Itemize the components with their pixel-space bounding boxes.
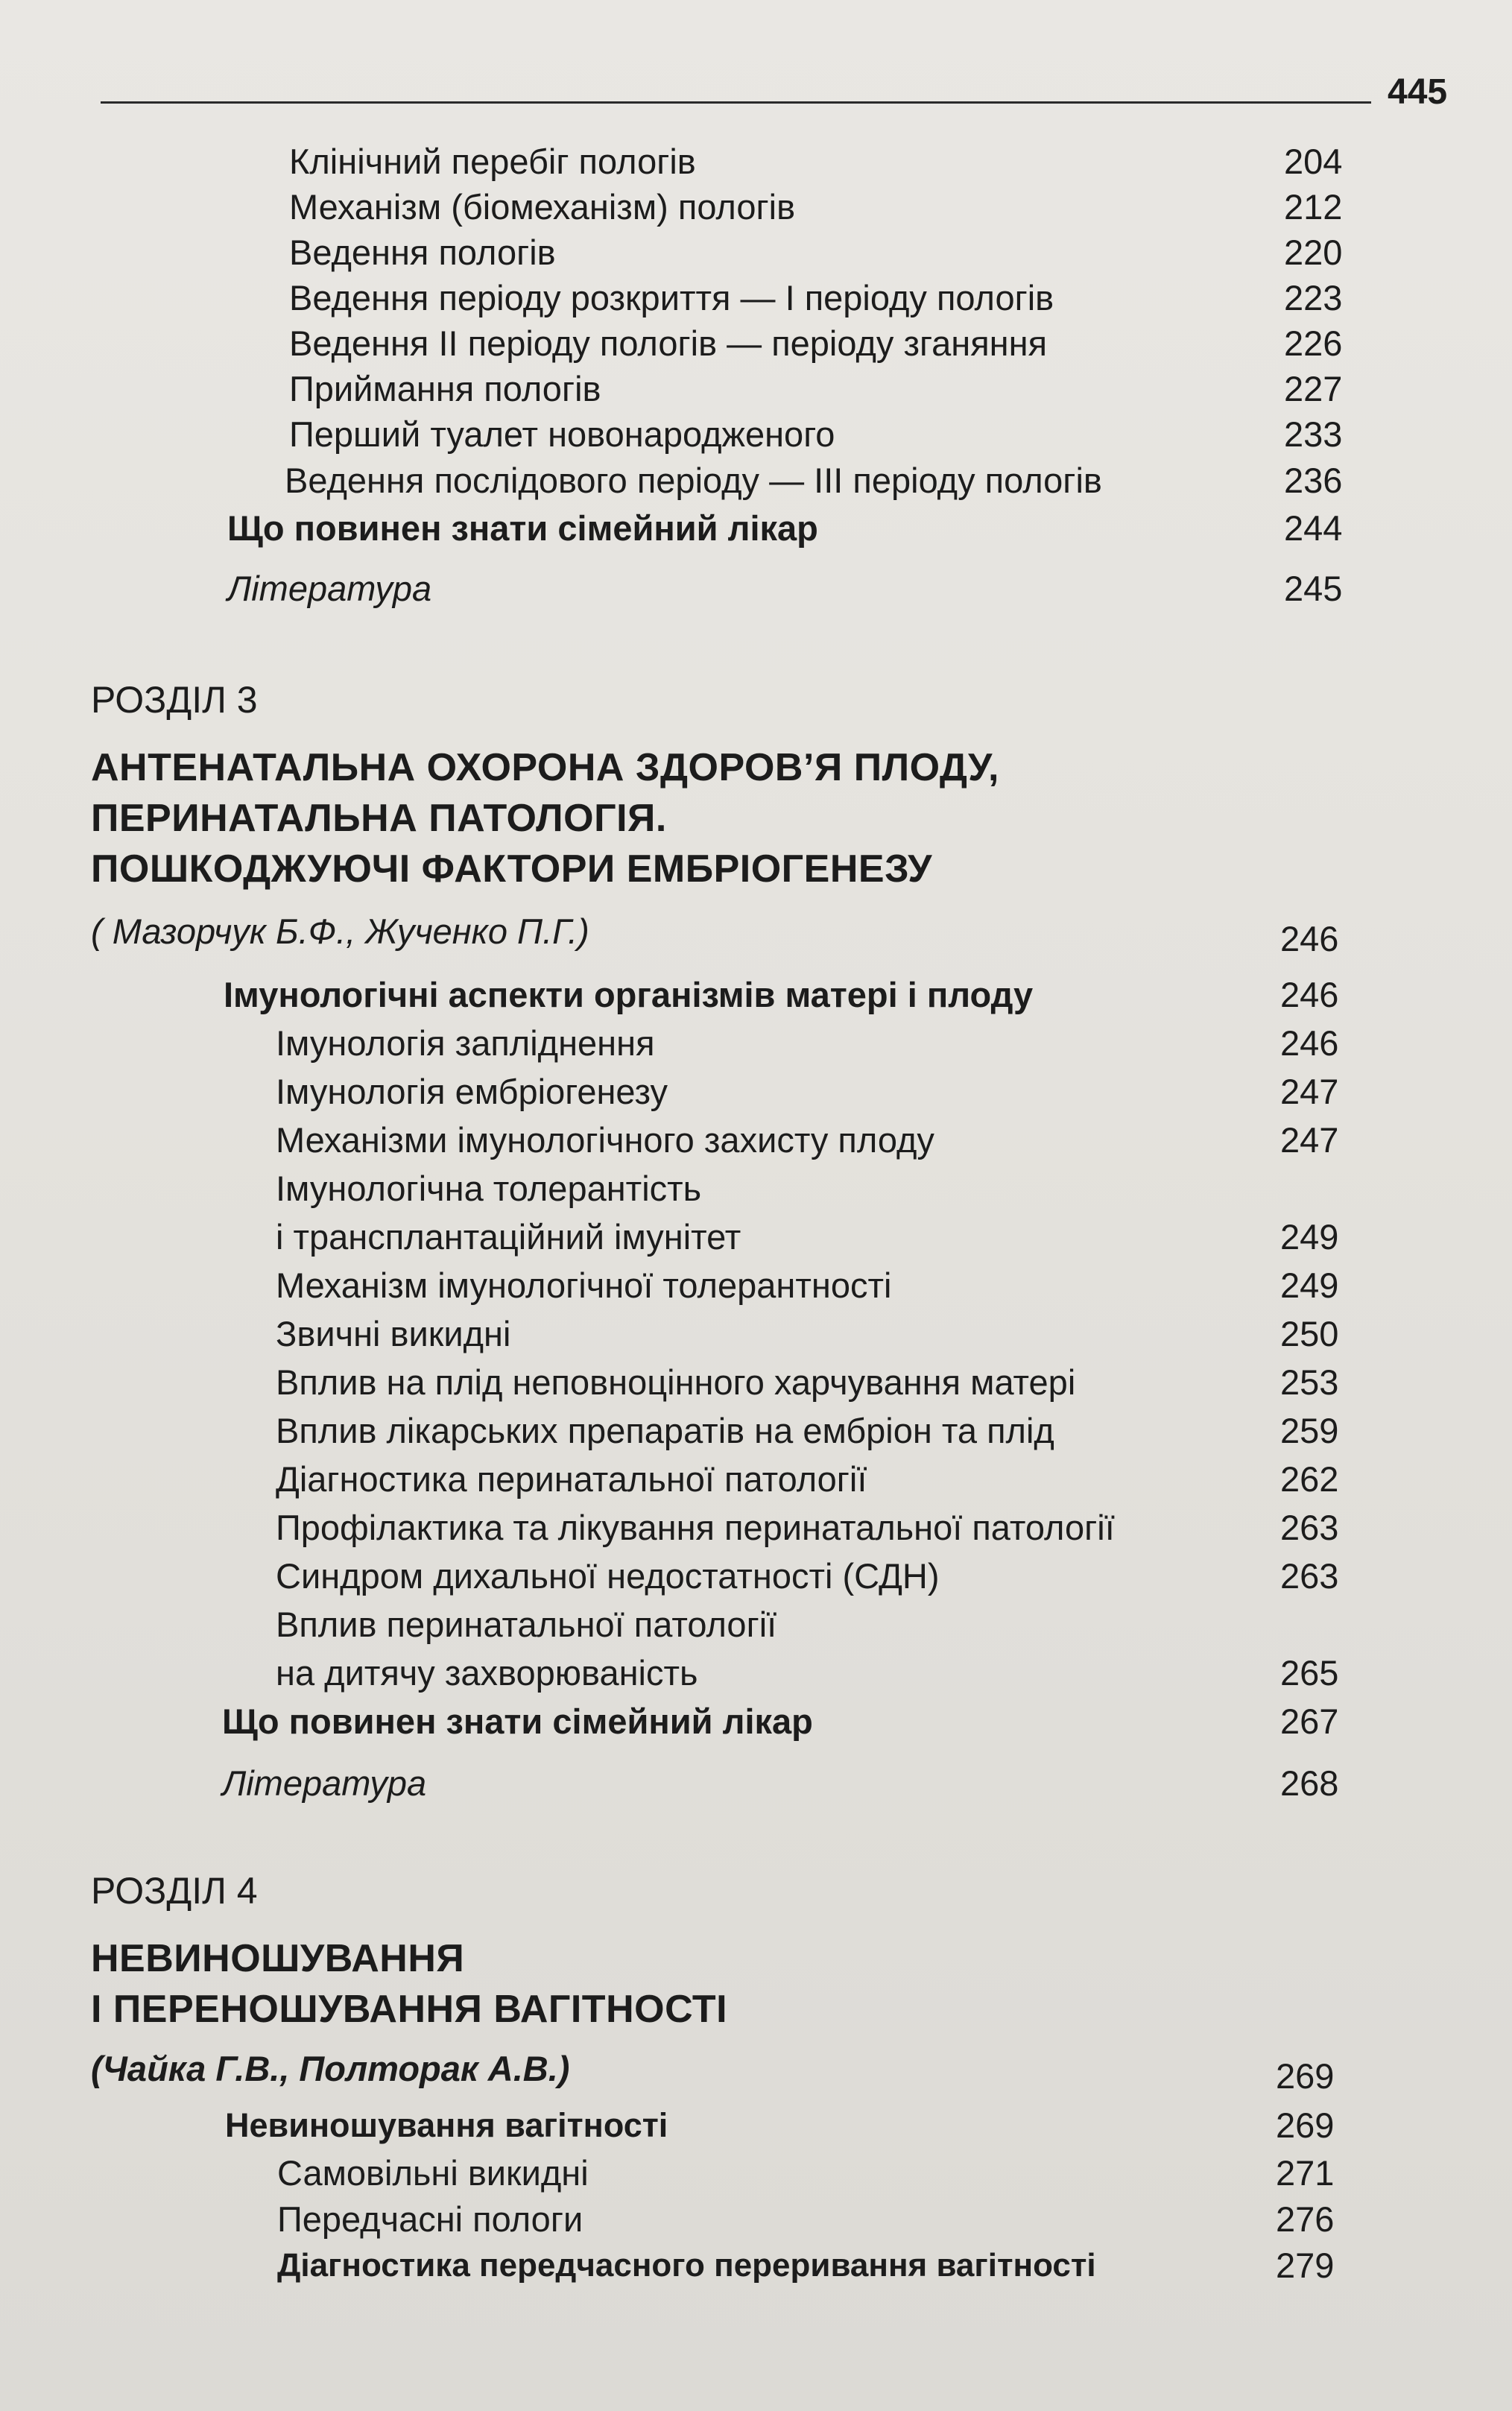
toc-entry <box>276 1312 1362 1356</box>
toc-entry <box>276 1602 1362 1647</box>
toc-entry-label: Профілактика та лікування перинатальної патології <box>276 1508 1115 1547</box>
toc-entry-label: Вплив перинатальної патології <box>276 1605 777 1644</box>
toc-entry-label: Звичні викидні <box>276 1314 511 1353</box>
section-authors: ( Мазорчук Б.Ф., Жученко П.Г.) <box>91 911 589 951</box>
toc-entry-label: Клінічний перебіг пологів <box>289 142 696 181</box>
toc-entry-page: 244 <box>1284 508 1343 548</box>
toc-entry-page: 276 <box>1276 2199 1335 2239</box>
toc-entry-label: Ведення послідового періоду — ІІІ періоду пологів <box>285 461 1102 500</box>
toc-entry-bold <box>224 973 1362 1017</box>
toc-entry <box>276 1409 1362 1453</box>
toc-entry-page: 249 <box>1280 1265 1339 1305</box>
toc-entry <box>276 1215 1362 1260</box>
toc-entry <box>276 1360 1362 1405</box>
toc-entry-label: Вплив на плід неповноцінного харчування матері <box>276 1362 1076 1402</box>
toc-entry-page: 249 <box>1280 1217 1339 1257</box>
toc-entry-page: 226 <box>1284 323 1343 363</box>
toc-entry-page: 247 <box>1280 1120 1339 1160</box>
toc-entry-label: Що повинен знати сімейний лікар <box>227 508 818 548</box>
toc-entry-page: 246 <box>1280 919 1339 958</box>
toc-entry <box>277 2151 1362 2196</box>
toc-entry-page: 271 <box>1276 2153 1335 2193</box>
toc-entry-label: Механізми імунологічного захисту плоду <box>276 1120 934 1160</box>
toc-entry-label: Перший туалет новонародженого <box>289 414 835 454</box>
toc-entry-label: Що повинен знати сімейний лікар <box>222 1701 813 1741</box>
toc-entry-label: Ведення ІІ періоду пологів — періоду зганяння <box>289 323 1048 363</box>
toc-entry-label: Самовільні викидні <box>277 2153 589 2193</box>
toc-entry <box>285 458 1362 503</box>
toc-entry-label: Діагностика перинатальної патології <box>276 1459 867 1499</box>
toc-entry <box>276 1263 1362 1308</box>
toc-entry-page: 227 <box>1284 369 1343 408</box>
section-number: РОЗДІЛ 4 <box>91 1870 258 1912</box>
toc-entry <box>289 185 1362 230</box>
toc-entry-label: Імунологічні аспекти організмів матері і плоду <box>224 975 1034 1014</box>
section-number: РОЗДІЛ 3 <box>91 679 258 721</box>
section-title-line: ПОШКОДЖУЮЧІ ФАКТОРИ ЕМБРІОГЕНЕЗУ <box>91 847 933 891</box>
toc-entry-page: 268 <box>1280 1763 1339 1803</box>
toc-entry-label: Література <box>227 569 432 608</box>
toc-entry-page: 253 <box>1280 1362 1339 1402</box>
toc-entry-page: 265 <box>1280 1653 1339 1693</box>
toc-entry-page: 262 <box>1280 1459 1339 1499</box>
toc-entry-page: 247 <box>1280 1072 1339 1111</box>
toc-entry-label: Механізм (біомеханізм) пологів <box>289 187 796 227</box>
toc-entry-label: Література <box>222 1763 427 1803</box>
toc-entry-page: 223 <box>1284 278 1343 317</box>
toc-entry <box>276 1021 1362 1066</box>
toc-entry <box>276 1505 1362 1550</box>
toc-entry <box>277 2197 1362 2242</box>
toc-entry-label: Ведення пологів <box>289 233 556 272</box>
toc-entry <box>276 1554 1362 1599</box>
toc-entry-page: 269 <box>1276 2056 1335 2096</box>
toc-entry-label: Імунологія ембріогенезу <box>276 1072 668 1111</box>
toc-entry <box>276 1457 1362 1502</box>
section-title-line: І ПЕРЕНОШУВАННЯ ВАГІТНОСТІ <box>91 1988 728 2031</box>
toc-entry <box>277 2243 1362 2288</box>
toc-entry-label: Діагностика передчасного переривання вагітності <box>277 2247 1096 2284</box>
toc-entry-page: 204 <box>1284 142 1343 181</box>
header-rule <box>101 101 1371 104</box>
toc-entry <box>289 139 1362 184</box>
toc-entry-label: Механізм імунологічної толерантності <box>276 1265 892 1305</box>
toc-entry-label: Імунологічна толерантість <box>276 1169 702 1208</box>
toc-entry-label: на дитячу захворюваність <box>276 1653 698 1693</box>
toc-entry-page: 220 <box>1284 233 1343 272</box>
toc-entry-page: 250 <box>1280 1314 1339 1353</box>
toc-entry <box>276 1651 1362 1696</box>
toc-entry <box>289 321 1362 366</box>
toc-entry-bold <box>225 2103 1362 2148</box>
page-number: 445 <box>1388 72 1448 112</box>
section-title-line: ПЕРИНАТАЛЬНА ПАТОЛОГІЯ. <box>91 797 667 840</box>
toc-entry-page: 269 <box>1276 2105 1335 2145</box>
toc-entry <box>276 1118 1362 1163</box>
toc-entry <box>289 367 1362 411</box>
toc-entry-page: 263 <box>1280 1556 1339 1596</box>
toc-entry <box>289 230 1362 275</box>
section-title-line: АНТЕНАТАЛЬНА ОХОРОНА ЗДОРОВ’Я ПЛОДУ, <box>91 746 999 789</box>
toc-entry-label: Передчасні пологи <box>277 2199 583 2239</box>
toc-entry-page: 263 <box>1280 1508 1339 1547</box>
toc-entry-page: 259 <box>1280 1411 1339 1450</box>
toc-entry <box>289 412 1362 457</box>
toc-entry-label: Вплив лікарських препаратів на ембріон та плід <box>276 1411 1054 1450</box>
toc-entry-bold <box>227 506 1362 551</box>
toc-entry-literature <box>222 1761 1362 1806</box>
toc-entry <box>276 1166 1362 1211</box>
toc-entry-page: 212 <box>1284 187 1343 227</box>
toc-entry-label: Приймання пологів <box>289 369 601 408</box>
toc-entry <box>289 276 1362 320</box>
toc-entry-bold <box>222 1699 1362 1744</box>
toc-entry-label: Невиношування вагітності <box>225 2106 668 2144</box>
toc-entry <box>276 1069 1362 1114</box>
toc-entry-page: 233 <box>1284 414 1343 454</box>
toc-entry-label: Синдром дихальної недостатності (СДН) <box>276 1556 940 1596</box>
toc-entry-page: 279 <box>1276 2246 1335 2285</box>
section-title-line: НЕВИНОШУВАННЯ <box>91 1937 465 1980</box>
toc-entry-label: Імунологія запліднення <box>276 1023 655 1063</box>
toc-entry-page: 245 <box>1284 569 1343 608</box>
toc-entry-label: Ведення періоду розкриття — І періоду пологів <box>289 278 1054 317</box>
toc-entry-page: 267 <box>1280 1701 1339 1741</box>
section-authors: (Чайка Г.В., Полторак А.В.) <box>91 2049 570 2088</box>
toc-entry-page: 236 <box>1284 461 1343 500</box>
toc-entry-page: 246 <box>1280 975 1339 1014</box>
toc-entry-page: 246 <box>1280 1023 1339 1063</box>
toc-entry-literature <box>227 566 1362 611</box>
toc-entry-label: і трансплантаційний імунітет <box>276 1217 741 1257</box>
